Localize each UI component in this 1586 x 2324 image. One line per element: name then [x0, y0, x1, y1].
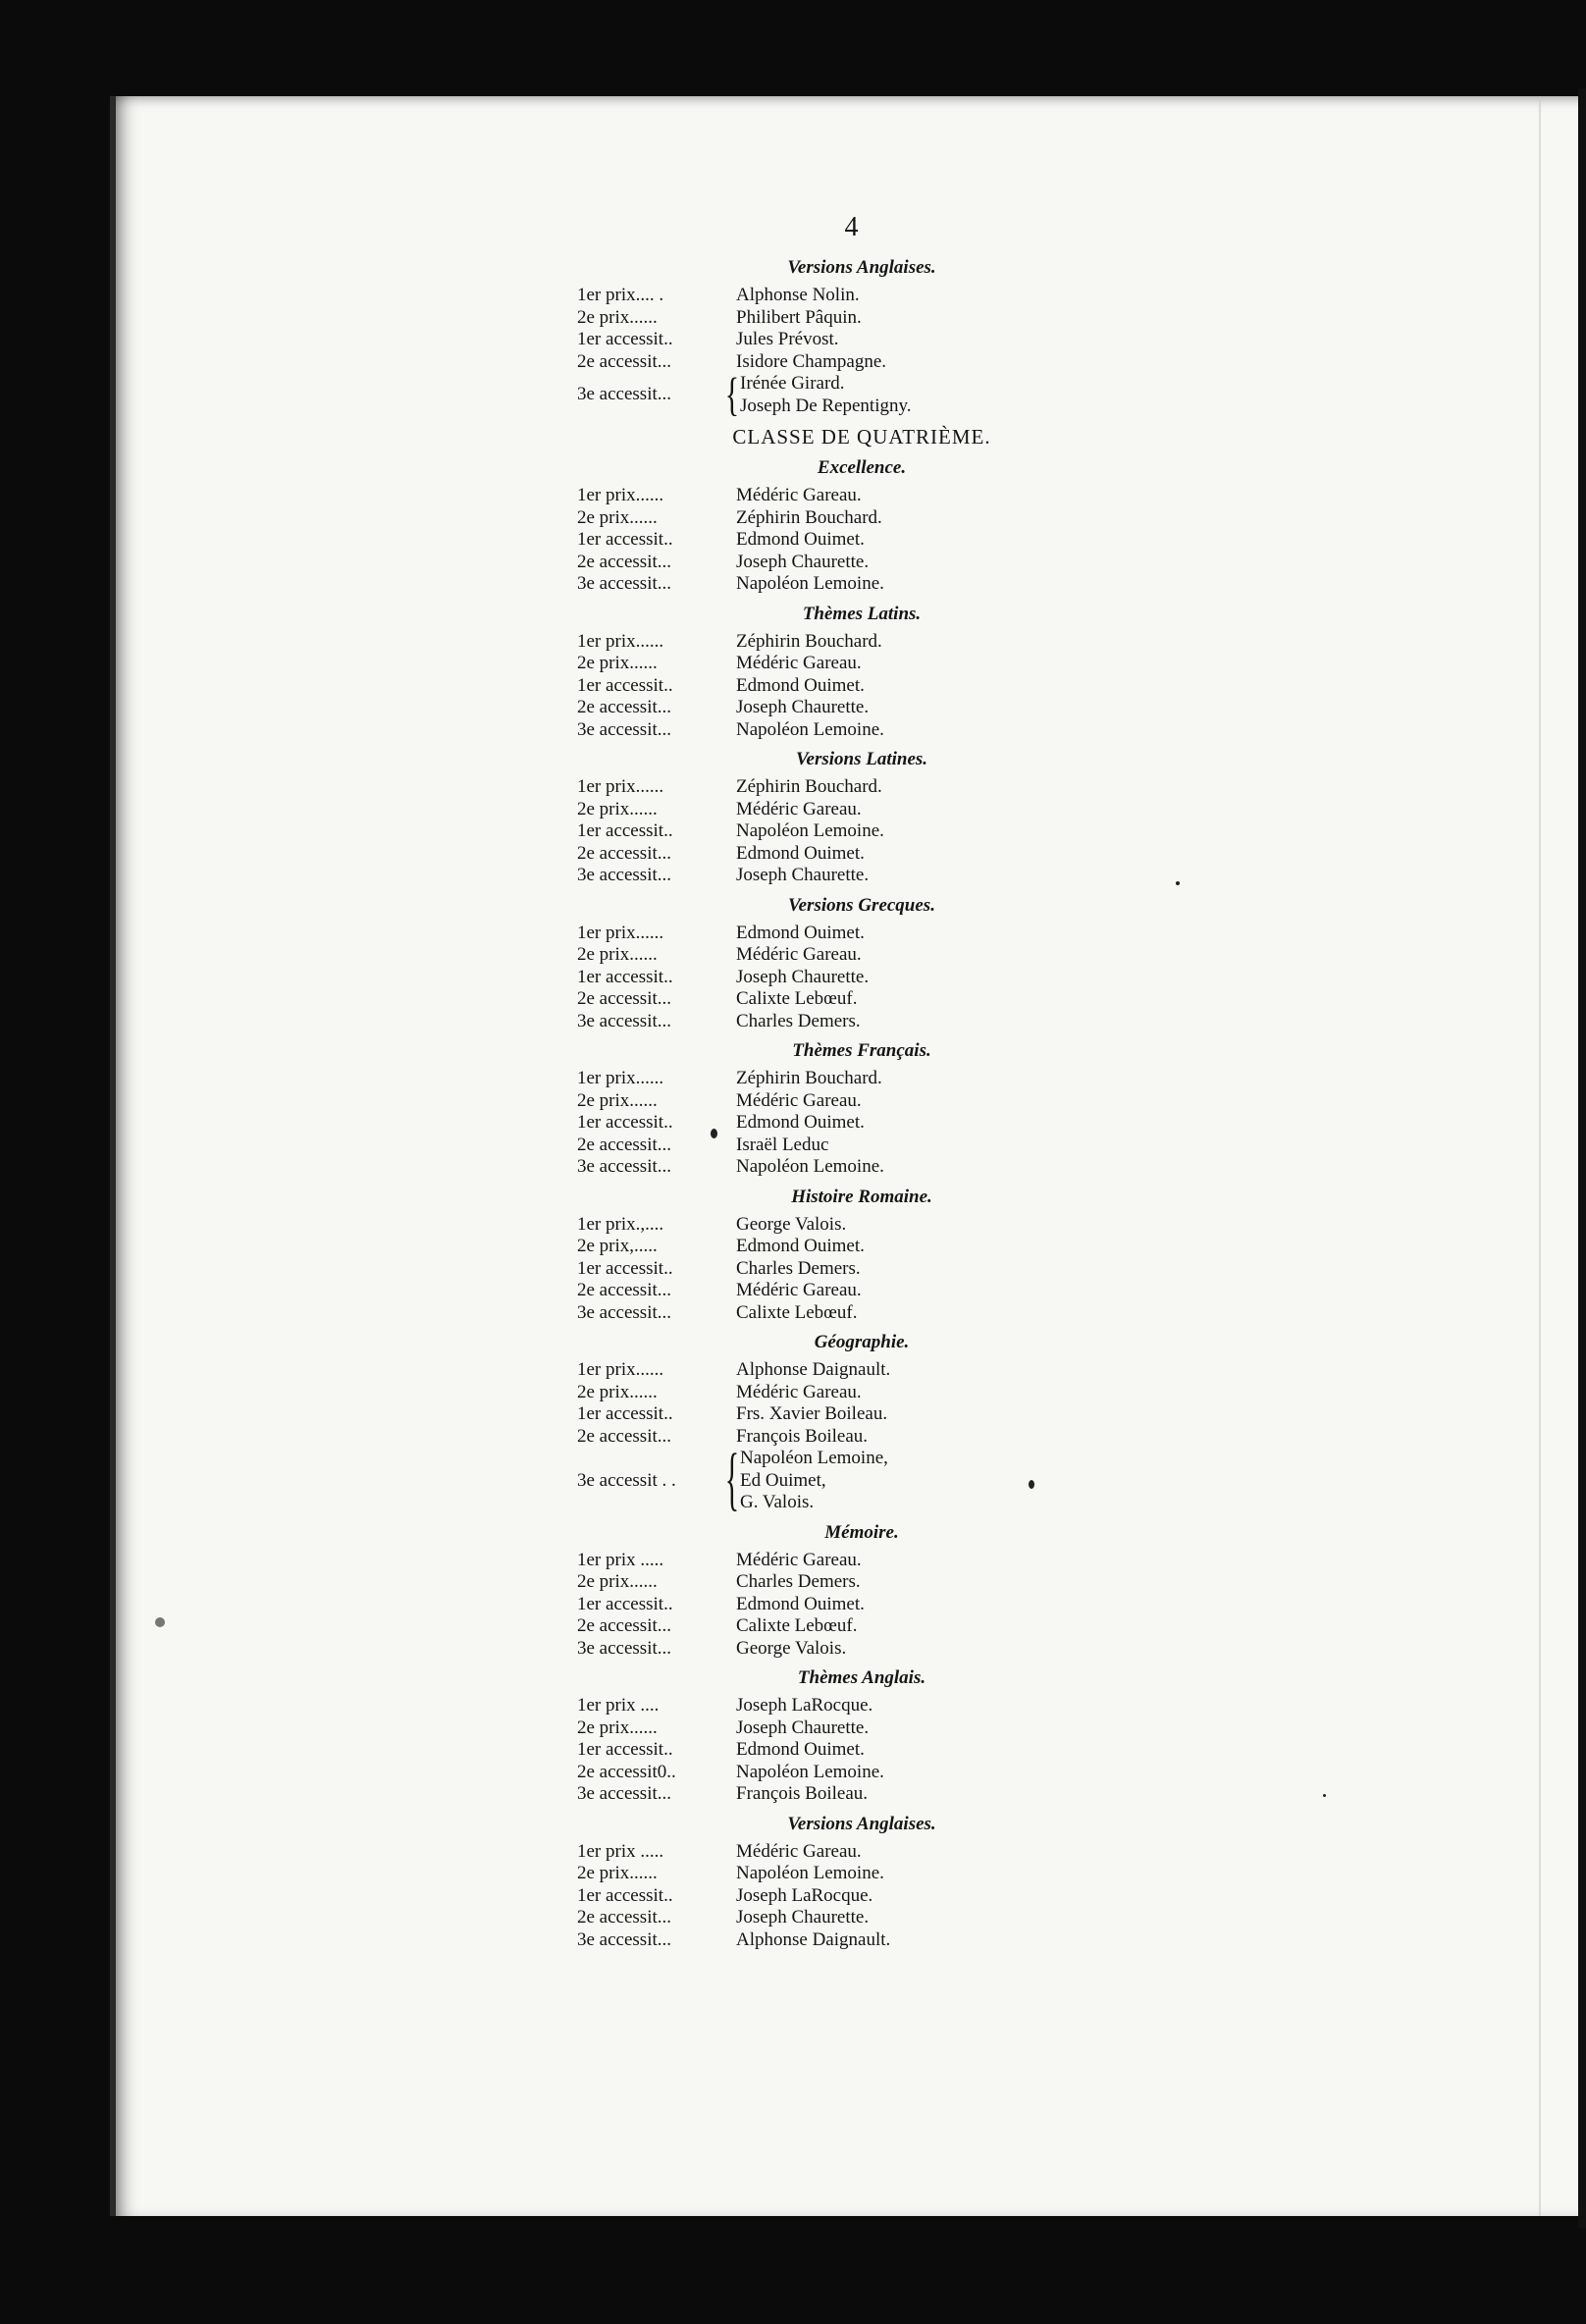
prize-row	[577, 1762, 1127, 1784]
section-title: Excellence.	[817, 457, 907, 478]
prize-row	[577, 799, 1127, 821]
prize-rank: 2e prix......	[577, 1571, 658, 1592]
winner-names	[736, 1717, 1127, 1740]
winner-names	[736, 1594, 1127, 1616]
winner-names	[736, 1615, 1127, 1638]
winner-name: Joseph Chaurette.	[736, 966, 870, 987]
winner-name: Edmond Ouimet.	[736, 1593, 865, 1614]
winner-names	[736, 1156, 1127, 1179]
prize-rank: 3e accessit...	[577, 573, 672, 594]
winner-names	[736, 1112, 1127, 1135]
winner-name: Philibert Pâquin.	[736, 306, 862, 328]
winner-name: Alphonse Daignault.	[736, 1928, 891, 1950]
prize-rank: 3e accessit...	[577, 1928, 672, 1950]
prize-row	[577, 1156, 1127, 1179]
winner-names	[736, 1403, 1127, 1426]
prize-row	[577, 1090, 1127, 1113]
winner-names	[736, 1302, 1127, 1325]
winner-names	[740, 373, 1127, 417]
winner-name: George Valois.	[736, 1637, 847, 1659]
prize-rank: 3e accessit...	[577, 384, 672, 405]
prize-row	[577, 573, 1127, 596]
winner-name: Napoléon Lemoine.	[736, 718, 884, 740]
ink-speck	[1176, 881, 1180, 885]
winner-name: Napoléon Lemoine.	[736, 1156, 884, 1177]
prize-rank: 1er prix......	[577, 1068, 664, 1088]
prize-rank: 2e accessit...	[577, 1615, 672, 1636]
winner-names	[736, 1214, 1127, 1237]
prize-rank: 3e accessit...	[577, 1783, 672, 1804]
prize-row	[577, 675, 1127, 698]
prize-row	[577, 368, 1127, 421]
winner-names	[736, 1762, 1127, 1784]
winner-name: Joseph Chaurette.	[736, 697, 870, 717]
prize-row	[577, 1863, 1127, 1885]
winner-name: Edmond Ouimet.	[736, 842, 865, 864]
prize-row	[577, 1717, 1127, 1740]
winner-name: Napoléon Lemoine,	[740, 1448, 888, 1468]
winner-name: Edmond Ouimet.	[736, 1739, 865, 1760]
prize-row	[577, 1440, 1127, 1519]
winner-names	[736, 552, 1127, 574]
prize-row	[577, 1236, 1127, 1258]
prize-rank: 2e accessit...	[577, 551, 672, 572]
prize-rank: 2e prix......	[577, 306, 658, 328]
winner-names	[736, 1929, 1127, 1952]
prize-row	[577, 631, 1127, 654]
prize-rank: 3e accessit...	[577, 865, 672, 885]
winner-names	[740, 1448, 1127, 1514]
prize-rank: 3e accessit...	[577, 1010, 672, 1031]
winner-name: Médéric Gareau.	[736, 1840, 862, 1862]
prize-row	[577, 923, 1127, 945]
winner-name: Alphonse Daignault.	[736, 1359, 891, 1380]
winner-name: Edmond Ouimet.	[736, 922, 865, 943]
winner-name: Jules Prévost.	[736, 329, 839, 349]
winner-names	[736, 653, 1127, 675]
winner-name: Calixte Lebœuf.	[736, 988, 858, 1009]
prize-rank: 1er prix ....	[577, 1695, 660, 1716]
winner-names	[736, 719, 1127, 742]
scan-edge	[1578, 88, 1586, 2228]
prize-rank: 3e accessit...	[577, 1301, 672, 1323]
winner-name: Edmond Ouimet.	[736, 1236, 865, 1256]
prize-rank: 1er prix......	[577, 485, 664, 505]
page-fold	[1539, 96, 1541, 2216]
winner-names	[736, 1550, 1127, 1572]
winner-name: Isidore Champagne.	[736, 350, 887, 372]
prize-rank: 3e accessit . .	[577, 1469, 676, 1491]
prize-row	[577, 1638, 1127, 1661]
section-title: Histoire Romaine.	[791, 1186, 932, 1207]
prize-rank: 1er accessit..	[577, 329, 673, 349]
winner-names	[736, 529, 1127, 552]
prize-rank: 2e accessit...	[577, 697, 672, 717]
winner-names	[736, 697, 1127, 719]
winner-name: Zéphirin Bouchard.	[736, 1068, 882, 1088]
winner-name: Joseph LaRocque.	[736, 1884, 873, 1906]
winner-names	[736, 1863, 1127, 1885]
prize-row	[577, 1011, 1127, 1033]
prize-row	[577, 776, 1127, 799]
section-title: Mémoire.	[824, 1521, 899, 1543]
winner-name: Ed Ouimet,	[740, 1469, 826, 1491]
prize-row	[577, 307, 1127, 330]
winner-name: Charles Demers.	[736, 1571, 861, 1592]
winner-names	[736, 865, 1127, 887]
winner-names	[736, 1907, 1127, 1929]
prize-row	[577, 1929, 1127, 1952]
prize-rank: 2e accessit...	[577, 1907, 672, 1928]
prize-rank: 1er prix......	[577, 1359, 664, 1380]
winner-name: Joseph Chaurette.	[736, 1907, 870, 1928]
prize-rank: 2e prix......	[577, 1717, 658, 1738]
prize-row	[577, 719, 1127, 742]
winner-names	[736, 1359, 1127, 1382]
winner-name: Charles Demers.	[736, 1257, 861, 1279]
prize-rank: 2e accessit...	[577, 988, 672, 1009]
prize-row	[577, 865, 1127, 887]
prize-row	[577, 1594, 1127, 1616]
winner-name: Médéric Gareau.	[736, 485, 862, 505]
winner-name: Charles Demers.	[736, 1010, 861, 1031]
prize-rank: 2e accessit0..	[577, 1761, 676, 1782]
prize-rank: 1er accessit..	[577, 1257, 673, 1279]
prize-rank: 1er prix......	[577, 776, 664, 797]
section-title: Thèmes Anglais.	[797, 1667, 926, 1688]
prize-row	[577, 529, 1127, 552]
winner-names	[736, 944, 1127, 967]
winner-names	[736, 285, 1127, 307]
prize-row	[577, 843, 1127, 866]
prize-rank: 1er accessit..	[577, 966, 673, 987]
prize-rank: 1er prix.,....	[577, 1213, 664, 1235]
prize-row	[577, 1258, 1127, 1281]
winner-name: Edmond Ouimet.	[736, 674, 865, 696]
winner-names	[736, 631, 1127, 654]
prize-rank: 1er accessit..	[577, 820, 673, 841]
winner-name: Joseph LaRocque.	[736, 1695, 873, 1716]
winner-names	[736, 967, 1127, 989]
winner-names	[736, 507, 1127, 530]
prize-rank: 1er accessit..	[577, 674, 673, 696]
prize-row	[577, 1302, 1127, 1325]
winner-name: Edmond Ouimet.	[736, 1112, 865, 1133]
prize-rank: 3e accessit...	[577, 1637, 672, 1659]
winner-names	[736, 351, 1127, 374]
winner-name: Médéric Gareau.	[736, 653, 862, 673]
winner-names	[736, 1236, 1127, 1258]
prize-rank: 1er accessit..	[577, 1884, 673, 1906]
winner-name: Israël Leduc	[736, 1134, 829, 1155]
prize-row	[577, 485, 1127, 507]
prize-row	[577, 820, 1127, 843]
prize-row	[577, 507, 1127, 530]
ink-speck	[1323, 1794, 1326, 1797]
prize-rank: 2e prix......	[577, 798, 658, 819]
prize-row	[577, 1885, 1127, 1908]
prize-rank: 2e accessit...	[577, 1425, 672, 1447]
prize-row	[577, 967, 1127, 989]
winner-names	[736, 573, 1127, 596]
winner-names	[736, 1068, 1127, 1090]
winner-names	[736, 485, 1127, 507]
winner-name: Zéphirin Bouchard.	[736, 630, 882, 652]
prize-row	[577, 988, 1127, 1011]
winner-name: Edmond Ouimet.	[736, 529, 865, 550]
prize-row	[577, 1695, 1127, 1717]
prize-rank: 1er accessit..	[577, 1403, 673, 1424]
winner-name: Calixte Lebœuf.	[736, 1615, 858, 1636]
prize-rank: 2e prix......	[577, 1089, 658, 1111]
prize-row	[577, 1280, 1127, 1302]
winner-name: Joseph De Repentigny.	[740, 395, 912, 416]
prize-rank: 1er prix .....	[577, 1840, 664, 1862]
winner-names	[736, 1426, 1127, 1449]
prize-rank: 2e accessit...	[577, 1280, 672, 1300]
prize-rank: 1er prix.... .	[577, 285, 664, 305]
winner-names	[736, 1783, 1127, 1806]
winner-names	[736, 1638, 1127, 1661]
prize-rank: 1er prix......	[577, 630, 664, 652]
winner-names	[736, 1885, 1127, 1908]
winner-name: George Valois.	[736, 1213, 847, 1235]
winner-name: Médéric Gareau.	[736, 944, 862, 965]
prize-rank: 2e accessit...	[577, 1134, 672, 1155]
prize-row	[577, 1615, 1127, 1638]
winner-name: Médéric Gareau.	[736, 1089, 862, 1111]
prize-rank: 2e accessit...	[577, 350, 672, 372]
section-title: Versions Latines.	[795, 749, 928, 769]
winner-name: Alphonse Nolin.	[736, 285, 860, 305]
winner-names	[736, 923, 1127, 945]
prize-rank: 3e accessit...	[577, 718, 672, 740]
section-title: Versions Anglaises.	[787, 1813, 936, 1834]
prize-row	[577, 285, 1127, 307]
prize-row	[577, 1068, 1127, 1090]
ink-speck	[155, 1617, 165, 1627]
winner-names	[736, 329, 1127, 351]
winner-name: François Boileau.	[736, 1425, 869, 1447]
winner-names	[736, 307, 1127, 330]
prize-rank: 2e prix......	[577, 944, 658, 965]
prize-row	[577, 1739, 1127, 1762]
winner-name: Napoléon Lemoine.	[736, 820, 884, 841]
prize-row	[577, 1112, 1127, 1135]
winner-names	[736, 1280, 1127, 1302]
section-title: Versions Anglaises.	[787, 257, 936, 278]
winner-name: Frs. Xavier Boileau.	[736, 1403, 888, 1424]
prize-rank: 2e accessit...	[577, 842, 672, 864]
class-title: CLASSE DE QUATRIÈME.	[732, 425, 991, 449]
page-number: 4	[844, 212, 860, 242]
prize-row	[577, 697, 1127, 719]
section-title: Thèmes Français.	[792, 1040, 931, 1061]
prize-row	[577, 329, 1127, 351]
prize-rank: 2e prix......	[577, 1381, 658, 1402]
prize-rank: 1er accessit..	[577, 529, 673, 550]
winner-name: Napoléon Lemoine.	[736, 573, 884, 594]
prize-row	[577, 1841, 1127, 1864]
winner-name: Joseph Chaurette.	[736, 551, 870, 572]
prize-row	[577, 1550, 1127, 1572]
winner-name: Joseph Chaurette.	[736, 865, 870, 885]
winner-names	[736, 1258, 1127, 1281]
prize-row	[577, 1783, 1127, 1806]
prize-row	[577, 653, 1127, 675]
winner-names	[736, 1135, 1127, 1157]
prize-row	[577, 1907, 1127, 1929]
winner-name: Napoléon Lemoine.	[736, 1863, 884, 1883]
winner-names	[736, 1695, 1127, 1717]
winner-names	[736, 675, 1127, 698]
section-title: Géographie.	[814, 1332, 910, 1352]
prize-row	[577, 1571, 1127, 1594]
winner-names	[736, 988, 1127, 1011]
winner-name: Napoléon Lemoine.	[736, 1761, 884, 1782]
winner-name: François Boileau.	[736, 1783, 869, 1804]
brace-glyph: {	[724, 368, 740, 421]
winner-names	[736, 1382, 1127, 1404]
prize-rank: 1er prix......	[577, 922, 664, 943]
prize-rank: 2e prix,.....	[577, 1236, 658, 1256]
prize-list	[577, 212, 1127, 1951]
prize-row	[577, 1359, 1127, 1382]
winner-name: Calixte Lebœuf.	[736, 1301, 858, 1323]
winner-name: Zéphirin Bouchard.	[736, 506, 882, 528]
prize-rank: 2e prix......	[577, 1863, 658, 1883]
prize-row	[577, 944, 1127, 967]
prize-row	[577, 1426, 1127, 1449]
winner-names	[736, 1571, 1127, 1594]
winner-name: Médéric Gareau.	[736, 1549, 862, 1570]
prize-rank: 1er prix .....	[577, 1549, 664, 1570]
winner-name: Joseph Chaurette.	[736, 1717, 870, 1738]
prize-rank: 3e accessit...	[577, 1156, 672, 1177]
winner-names	[736, 1739, 1127, 1762]
winner-name: Médéric Gareau.	[736, 1381, 862, 1402]
winner-names	[736, 843, 1127, 866]
winner-names	[736, 1011, 1127, 1033]
prize-row	[577, 552, 1127, 574]
winner-name: Irénée Girard.	[740, 373, 845, 394]
prize-row	[577, 1214, 1127, 1237]
winner-names	[736, 799, 1127, 821]
winner-name: Zéphirin Bouchard.	[736, 776, 882, 797]
winner-name: Médéric Gareau.	[736, 1280, 862, 1300]
brace-glyph: {	[724, 1440, 740, 1519]
winner-name: G. Valois.	[740, 1492, 815, 1512]
winner-names	[736, 1090, 1127, 1113]
prize-row	[577, 1382, 1127, 1404]
scanned-page	[110, 96, 1586, 2216]
prize-rank: 1er accessit..	[577, 1112, 673, 1133]
winner-names	[736, 776, 1127, 799]
winner-names	[736, 820, 1127, 843]
section-title: Versions Grecques.	[788, 894, 935, 916]
winner-names	[736, 1841, 1127, 1864]
prize-rank: 2e prix......	[577, 653, 658, 673]
prize-row	[577, 1403, 1127, 1426]
prize-rank: 1er accessit..	[577, 1593, 673, 1614]
prize-row	[577, 351, 1127, 374]
prize-rank: 2e prix......	[577, 506, 658, 528]
prize-row	[577, 1135, 1127, 1157]
winner-name: Médéric Gareau.	[736, 798, 862, 819]
section-title: Thèmes Latins.	[802, 603, 922, 624]
prize-rank: 1er accessit..	[577, 1739, 673, 1760]
